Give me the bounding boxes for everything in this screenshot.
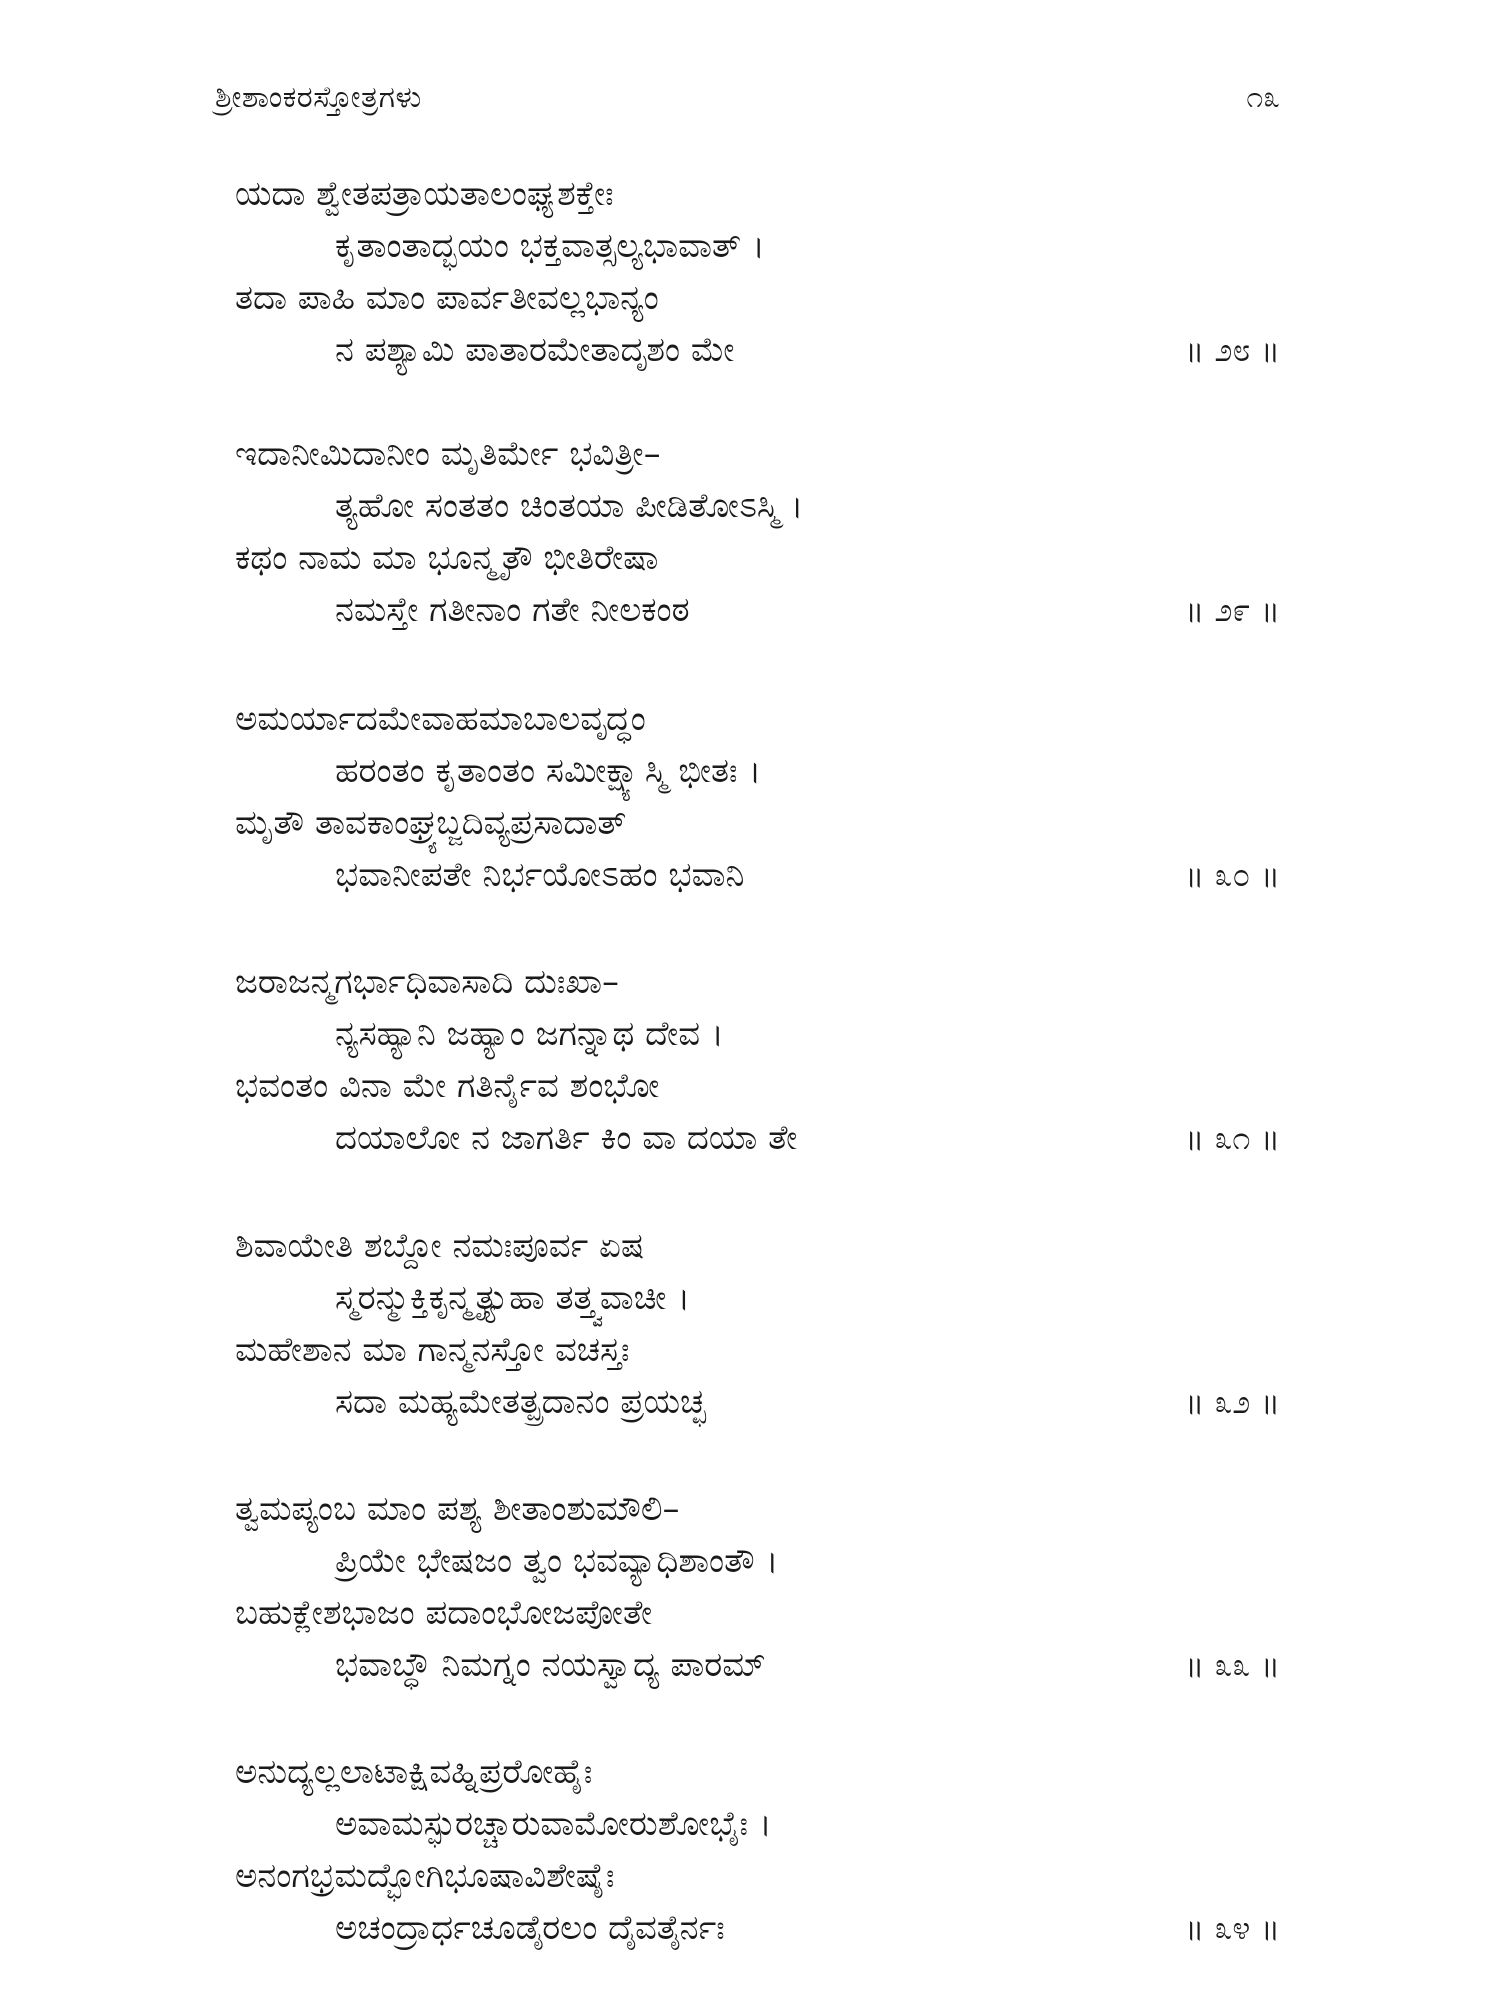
verse-line: ಅವಾಮಸ್ಫುರಚ್ಚಾರುವಾಮೋರುಶೋಭೈಃ । — [335, 1804, 772, 1844]
verse-29 — [0, 430, 1500, 650]
verse-line: ಅನಂಗಭ್ರಮದ್ಭೋಗಿಭೂಷಾವಿಶೇಷೈಃ — [235, 1856, 615, 1896]
verse-line: ತ್ವಮಪ್ಯಂಬ ಮಾಂ ಪಶ್ಯ ಶೀತಾಂಶುಮೌಲಿ– — [235, 1489, 680, 1529]
verse-34 — [0, 1748, 1500, 1968]
verse-line: ಜರಾಜನ್ಮಗರ್ಭಾಧಿವಾಸಾದಿ ದುಃಖಾ– — [235, 962, 620, 1002]
verse-line: ಬಹುಕ್ಲೇಶಭಾಜಂ ಪದಾಂಭೋಜಪೋತೇ — [235, 1593, 653, 1633]
verse-line: ಅಚಂದ್ರಾರ್ಧಚೂಡೈರಲಂ ದೈವತೈರ್ನಃ — [335, 1908, 725, 1948]
verse-line: ಇದಾನೀಮಿದಾನೀಂ ಮೃತಿರ್ಮೇ ಭವಿತ್ರೀ– — [235, 434, 661, 474]
verse-line: ಸದಾ ಮಹ್ಯಮೇತತ್ಪ್ರದಾನಂ ಪ್ರಯಚ್ಛ — [335, 1382, 706, 1422]
verse-30 — [0, 695, 1500, 915]
verse-line: ನ್ಯಸಹ್ಯಾನಿ ಜಹ್ಯಾಂ ಜಗನ್ನಾಥ ದೇವ । — [335, 1014, 724, 1054]
verse-number: ॥ ೩೩ ॥ — [1184, 1646, 1280, 1684]
verse-number: ॥ ೨೮ ॥ — [1184, 331, 1280, 369]
verse-line: ಅಮರ್ಯಾದಮೇವಾಹಮಾಬಾಲವೃದ್ಧಂ — [235, 699, 646, 739]
verse-number: ॥ ೩೨ ॥ — [1184, 1383, 1280, 1421]
verse-line: ಯದಾ ಶ್ವೇತಪತ್ರಾಯತಾಲಂಘ್ಯಶಕ್ತೇಃ — [235, 174, 614, 214]
verse-line: ಭವಾನೀಪತೇ ನಿರ್ಭಯೋಽಹಂ ಭವಾನಿ — [335, 855, 745, 895]
verse-line: ಭವಂತಂ ವಿನಾ ಮೇ ಗತಿರ್ನೈವ ಶಂಭೋ — [235, 1066, 660, 1106]
verse-line: ಮೃತೌ ತಾವಕಾಂಘ್ರ್ಯಬ್ಜದಿವ್ಯಪ್ರಸಾದಾತ್ — [235, 803, 627, 843]
verse-line: ಅನುದ್ಯಲ್ಲಲಾಟಾಕ್ಷಿವಹ್ನಿಪ್ರರೋಹೈಃ — [235, 1752, 593, 1792]
verse-line: ಪ್ರಿಯೇ ಭೇಷಜಂ ತ್ವಂ ಭವವ್ಯಾಧಿಶಾಂತೌ । — [335, 1541, 779, 1581]
verse-32 — [0, 1222, 1500, 1442]
running-title: ಶ್ರೀಶಾಂಕರಸ್ತೋತ್ರಗಳು — [215, 80, 422, 115]
verse-28 — [0, 170, 1500, 390]
verse-number: ॥ ೩೪ ॥ — [1184, 1909, 1280, 1947]
verse-line: ಹರಂತಂ ಕೃತಾಂತಂ ಸಮೀಕ್ಷ್ಯಾಸ್ಮಿ ಭೀತಃ । — [335, 751, 762, 791]
verse-number: ॥ ೩೧ ॥ — [1184, 1119, 1280, 1157]
verse-line: ದಯಾಲೋ ನ ಜಾಗರ್ತಿ ಕಿಂ ವಾ ದಯಾ ತೇ — [335, 1118, 798, 1158]
verse-line: ನಮಸ್ತೇ ಗತೀನಾಂ ಗತೇ ನೀಲಕಂಠ — [335, 590, 690, 630]
verse-line: ಕಥಂ ನಾಮ ಮಾ ಭೂನ್ಮೃತೌ ಭೀತಿರೇಷಾ — [235, 538, 659, 578]
running-header — [215, 78, 1280, 118]
verse-line: ನ ಪಶ್ಯಾಮಿ ಪಾತಾರಮೇತಾದೃಶಂ ಮೇ — [335, 330, 735, 370]
page-number: ೧೩ — [1246, 80, 1280, 115]
verse-31 — [0, 958, 1500, 1178]
verse-line: ತ್ಯಹೋ ಸಂತತಂ ಚಿಂತಯಾ ಪೀಡಿತೋಽಸ್ಮಿ । — [335, 486, 804, 526]
verse-line: ತದಾ ಪಾಹಿ ಮಾಂ ಪಾರ್ವತೀವಲ್ಲಭಾನ್ಯಂ — [235, 278, 659, 318]
verse-line: ಭವಾಬ್ಧೌ ನಿಮಗ್ನಂ ನಯಸ್ವಾದ್ಯ ಪಾರಮ್ — [335, 1645, 766, 1685]
verse-line: ಶಿವಾಯೇತಿ ಶಬ್ದೋ ನಮಃಪೂರ್ವ ಏಷ — [235, 1226, 645, 1266]
verse-line: ಕೃತಾಂತಾದ್ಭಯಂ ಭಕ್ತವಾತ್ಸಲ್ಯಭಾವಾತ್ । — [335, 226, 765, 266]
verse-number: ॥ ೩೦ ॥ — [1184, 856, 1280, 894]
verse-line: ಮಹೇಶಾನ ಮಾ ಗಾನ್ಮನಸ್ತೋ ವಚಸ್ತಃ — [235, 1330, 630, 1370]
verse-33 — [0, 1485, 1500, 1705]
verse-number: ॥ ೨೯ ॥ — [1184, 591, 1280, 629]
verse-line: ಸ್ಮರನ್ಮುಕ್ತಿಕೃನ್ಮೃತ್ಯುಹಾ ತತ್ತ್ವವಾಚೀ । — [335, 1278, 691, 1318]
